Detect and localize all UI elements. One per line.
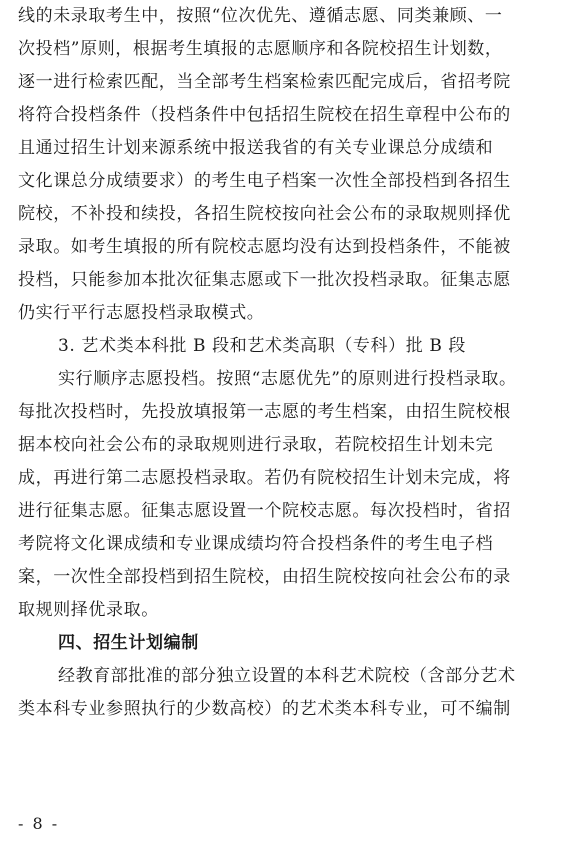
text-line: 类本科专业参照执行的少数高校）的艺术类本科专业，可不编制 (18, 699, 511, 719)
subheading-art-batch-b: 3. 艺术类本科批 B 段和艺术类高职（专科）批 B 段 (58, 336, 467, 356)
text-line: 录取。如考生填报的所有院校志愿均没有达到投档条件，不能被 (18, 237, 511, 257)
text-line: 经教育部批准的部分独立设置的本科艺术院校（含部分艺术 (58, 666, 516, 686)
text-line: 据本校向社会公布的录取规则进行录取，若院校招生计划未完 (18, 435, 494, 455)
text-line: 将符合投档条件（投档条件中包括招生院校在招生章程中公布的 (18, 105, 511, 125)
text-line: 案，一次性全部投档到招生院校，由招生院校按向社会公布的录 (18, 567, 511, 587)
text-line: 每批次投档时，先投放填报第一志愿的考生档案，由招生院校根 (18, 402, 511, 422)
text-line: 且通过招生计划来源系统中报送我省的有关专业课总分成绩和 (18, 138, 494, 158)
text-line: 考院将文化课成绩和专业课成绩均符合投档条件的考生电子档 (18, 534, 494, 554)
text-line: 线的未录取考生中，按照“位次优先、遵循志愿、同类兼顾、一 (18, 6, 503, 26)
text-line: 文化课总分成绩要求）的考生电子档案一次性全部投档到各招生 (18, 171, 511, 191)
page-number: - 8 - (18, 814, 60, 833)
text-line: 实行顺序志愿投档。按照“志愿优先”的原则进行投档录取。 (58, 369, 517, 389)
text-line: 逐一进行检索匹配，当全部考生档案检索匹配完成后，省招考院 (18, 72, 511, 92)
text-line: 投档，只能参加本批次征集志愿或下一批次投档录取。征集志愿 (18, 270, 511, 290)
section-heading-enrollment-plan: 四、招生计划编制 (58, 633, 199, 653)
text-line: 仍实行平行志愿投档录取模式。 (18, 303, 265, 323)
text-line: 次投档”原则，根据考生填报的志愿顺序和各院校招生计划数， (18, 39, 503, 59)
text-line: 取规则择优录取。 (18, 600, 159, 620)
text-line: 进行征集志愿。征集志愿设置一个院校志愿。每次投档时，省招 (18, 501, 511, 521)
text-line: 成，再进行第二志愿投档录取。若仍有院校招生计划未完成，将 (18, 468, 511, 488)
text-line: 院校，不补投和续投，各招生院校按向社会公布的录取规则择优 (18, 204, 511, 224)
